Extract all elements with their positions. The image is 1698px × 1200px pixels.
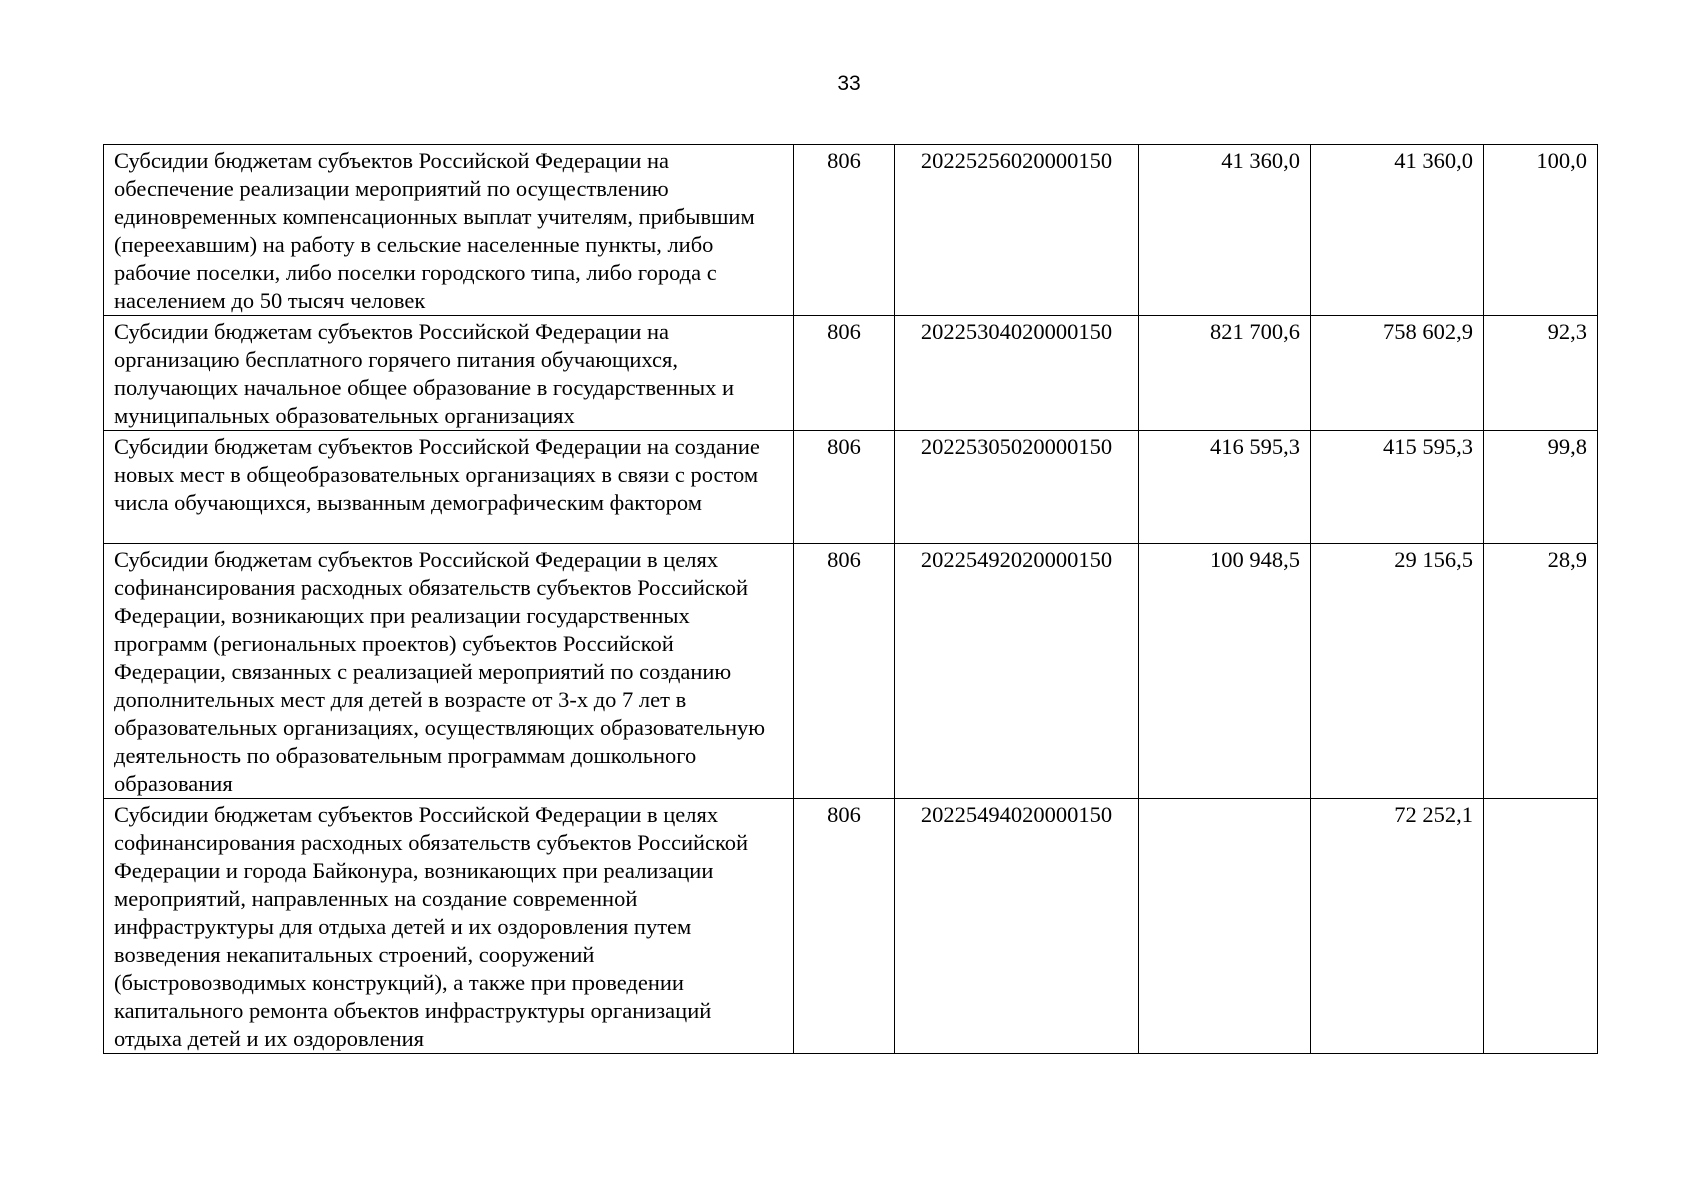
executed-amount-cell: 415 595,3: [1311, 431, 1484, 544]
budget-table: [103, 144, 1598, 1054]
budget-code-cell: 20225492020000150: [895, 544, 1139, 799]
planned-amount-cell: [1139, 799, 1311, 1054]
execution-percent-cell: [1484, 799, 1598, 1054]
execution-percent-cell: 100,0: [1484, 145, 1598, 316]
subsidy-name-cell: Субсидии бюджетам субъектов Российской Федерации в целях софинансирования расходных обязательств субъектов Российской Федерации, возникающих при реализации государственных программ (региональных проектов) субъектов Российской Федерации, связанных с реализацией мероприятий по созданию дополнительных мест для детей в возрасте от 3-х до 7 лет в образовательных организациях, осуществляющих образовательную деятельность по образовательным программам дошкольного образования: [104, 544, 794, 799]
admin-code-cell: 806: [794, 145, 895, 316]
planned-amount-cell: 821 700,6: [1139, 316, 1311, 431]
planned-amount-cell: 100 948,5: [1139, 544, 1311, 799]
planned-amount-cell: 416 595,3: [1139, 431, 1311, 544]
admin-code-cell: 806: [794, 544, 895, 799]
table-row: [104, 799, 1598, 1054]
subsidy-name-cell: Субсидии бюджетам субъектов Российской Федерации в целях софинансирования расходных обязательств субъектов Российской Федерации и города Байконура, возникающих при реализации мероприятий, направленных на создание современной инфраструктуры для отдыха детей и их оздоровления путем возведения некапитальных строений, сооружений (быстровозводимых конструкций), а также при проведении капитального ремонта объектов инфраструктуры организаций отдыха детей и их оздоровления: [104, 799, 794, 1054]
planned-amount-cell: 41 360,0: [1139, 145, 1311, 316]
budget-code-cell: 20225304020000150: [895, 316, 1139, 431]
page-number: 33: [837, 72, 861, 95]
admin-code-cell: 806: [794, 316, 895, 431]
subsidy-name-cell: Субсидии бюджетам субъектов Российской Федерации на создание новых мест в общеобразовательных организациях в связи с ростом числа обучающихся, вызванным демографическим фактором: [104, 431, 794, 544]
subsidy-name-cell: Субсидии бюджетам субъектов Российской Федерации на обеспечение реализации мероприятий по осуществлению единовременных компенсационных выплат учителям, прибывшим (переехавшим) на работу в сельские населенные пункты, либо рабочие поселки, либо поселки городского типа, либо города с населением до 50 тысяч человек: [104, 145, 794, 316]
admin-code-cell: 806: [794, 431, 895, 544]
budget-code-cell: 20225494020000150: [895, 799, 1139, 1054]
table-row: [104, 431, 1598, 544]
admin-code-cell: 806: [794, 799, 895, 1054]
executed-amount-cell: 72 252,1: [1311, 799, 1484, 1054]
executed-amount-cell: 41 360,0: [1311, 145, 1484, 316]
table-row: [104, 145, 1598, 316]
table-row: [104, 544, 1598, 799]
execution-percent-cell: 28,9: [1484, 544, 1598, 799]
table-row: [104, 316, 1598, 431]
subsidy-name-cell: Субсидии бюджетам субъектов Российской Федерации на организацию бесплатного горячего питания обучающихся, получающих начальное общее образование в государственных и муниципальных образовательных организациях: [104, 316, 794, 431]
budget-code-cell: 20225305020000150: [895, 431, 1139, 544]
execution-percent-cell: 99,8: [1484, 431, 1598, 544]
execution-percent-cell: 92,3: [1484, 316, 1598, 431]
budget-code-cell: 20225256020000150: [895, 145, 1139, 316]
executed-amount-cell: 758 602,9: [1311, 316, 1484, 431]
executed-amount-cell: 29 156,5: [1311, 544, 1484, 799]
